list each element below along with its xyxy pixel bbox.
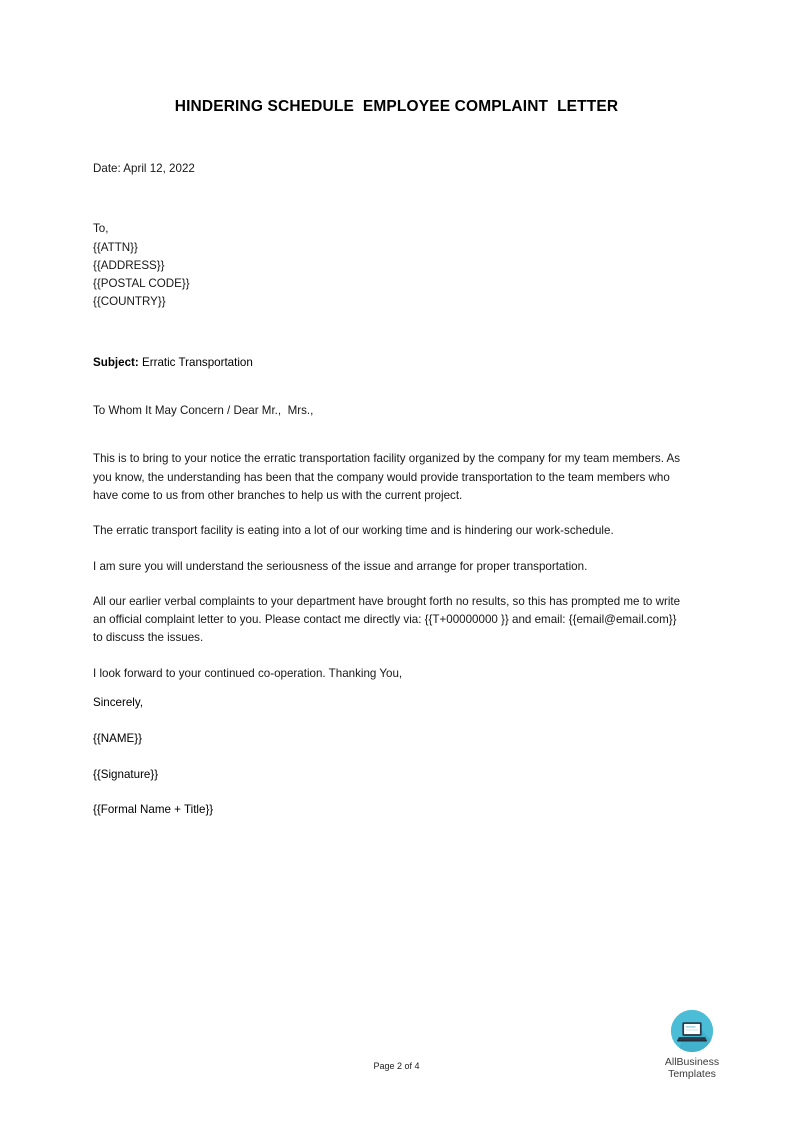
spacer	[93, 712, 685, 730]
recipient-attn: {{ATTN}}	[93, 240, 138, 254]
allbusiness-templates-logo	[648, 1009, 736, 1080]
laptop-icon	[670, 1009, 714, 1053]
date-line: Date: April 12, 2022	[93, 162, 195, 175]
body-paragraph-2: The erratic transport facility is eating into a lot of our working time and is hindering our work-schedule.	[93, 524, 614, 538]
letter-body	[93, 160, 685, 819]
salutation: To Whom It May Concern / Dear Mr., Mrs.,	[93, 404, 314, 418]
body-paragraph-4: All our earlier verbal complaints to your department have brought forth no results, so this has prompted me to write an official complaint letter to you. Please contact me directly via: {{T+00000000 }} and email: {{email@email.com}} to discuss the issues.	[93, 594, 684, 645]
body-paragraph-5: I look forward to your continued co-operation. Thanking You,	[93, 666, 403, 680]
page-title: HINDERING SCHEDULE EMPLOYEE COMPLAINT LETTER	[174, 98, 619, 115]
recipient-country: {{COUNTRY}}	[93, 295, 166, 309]
logo-text-line-2: Templates	[668, 1067, 716, 1080]
closing: Sincerely,	[93, 696, 144, 710]
signature-formal-name-title: {{Formal Name + Title}}	[93, 802, 214, 816]
signature-name: {{NAME}}	[93, 732, 142, 746]
subject-line	[93, 354, 685, 372]
page-number: Page 2 of 4	[373, 1061, 420, 1071]
spacer	[93, 420, 685, 450]
body-paragraph-3: I am sure you will understand the seriousness of the issue and arrange for proper transportation.	[93, 559, 588, 573]
spacer	[93, 312, 685, 354]
recipient-address: {{ADDRESS}}	[93, 258, 165, 272]
subject-value: Erratic Transportation	[141, 355, 253, 369]
recipient-to-label: To,	[93, 222, 109, 236]
recipient-postal-code: {{POSTAL CODE}}	[93, 277, 190, 291]
spacer	[93, 372, 685, 402]
logo-text-line-1: AllBusiness	[664, 1056, 720, 1068]
spacer	[93, 178, 685, 220]
spacer	[93, 683, 685, 694]
signature-image-placeholder: {{Signature}}	[93, 767, 159, 781]
body-paragraph-1: This is to bring to your notice the erratic transportation facility organized by the company for my team members. As you know, the understanding has been that the company would provide transportation to the team members who have come to us from other branches to help us with the current project.	[93, 452, 684, 502]
recipient-address-block	[93, 220, 685, 311]
subject-label: Subject:	[93, 355, 139, 369]
